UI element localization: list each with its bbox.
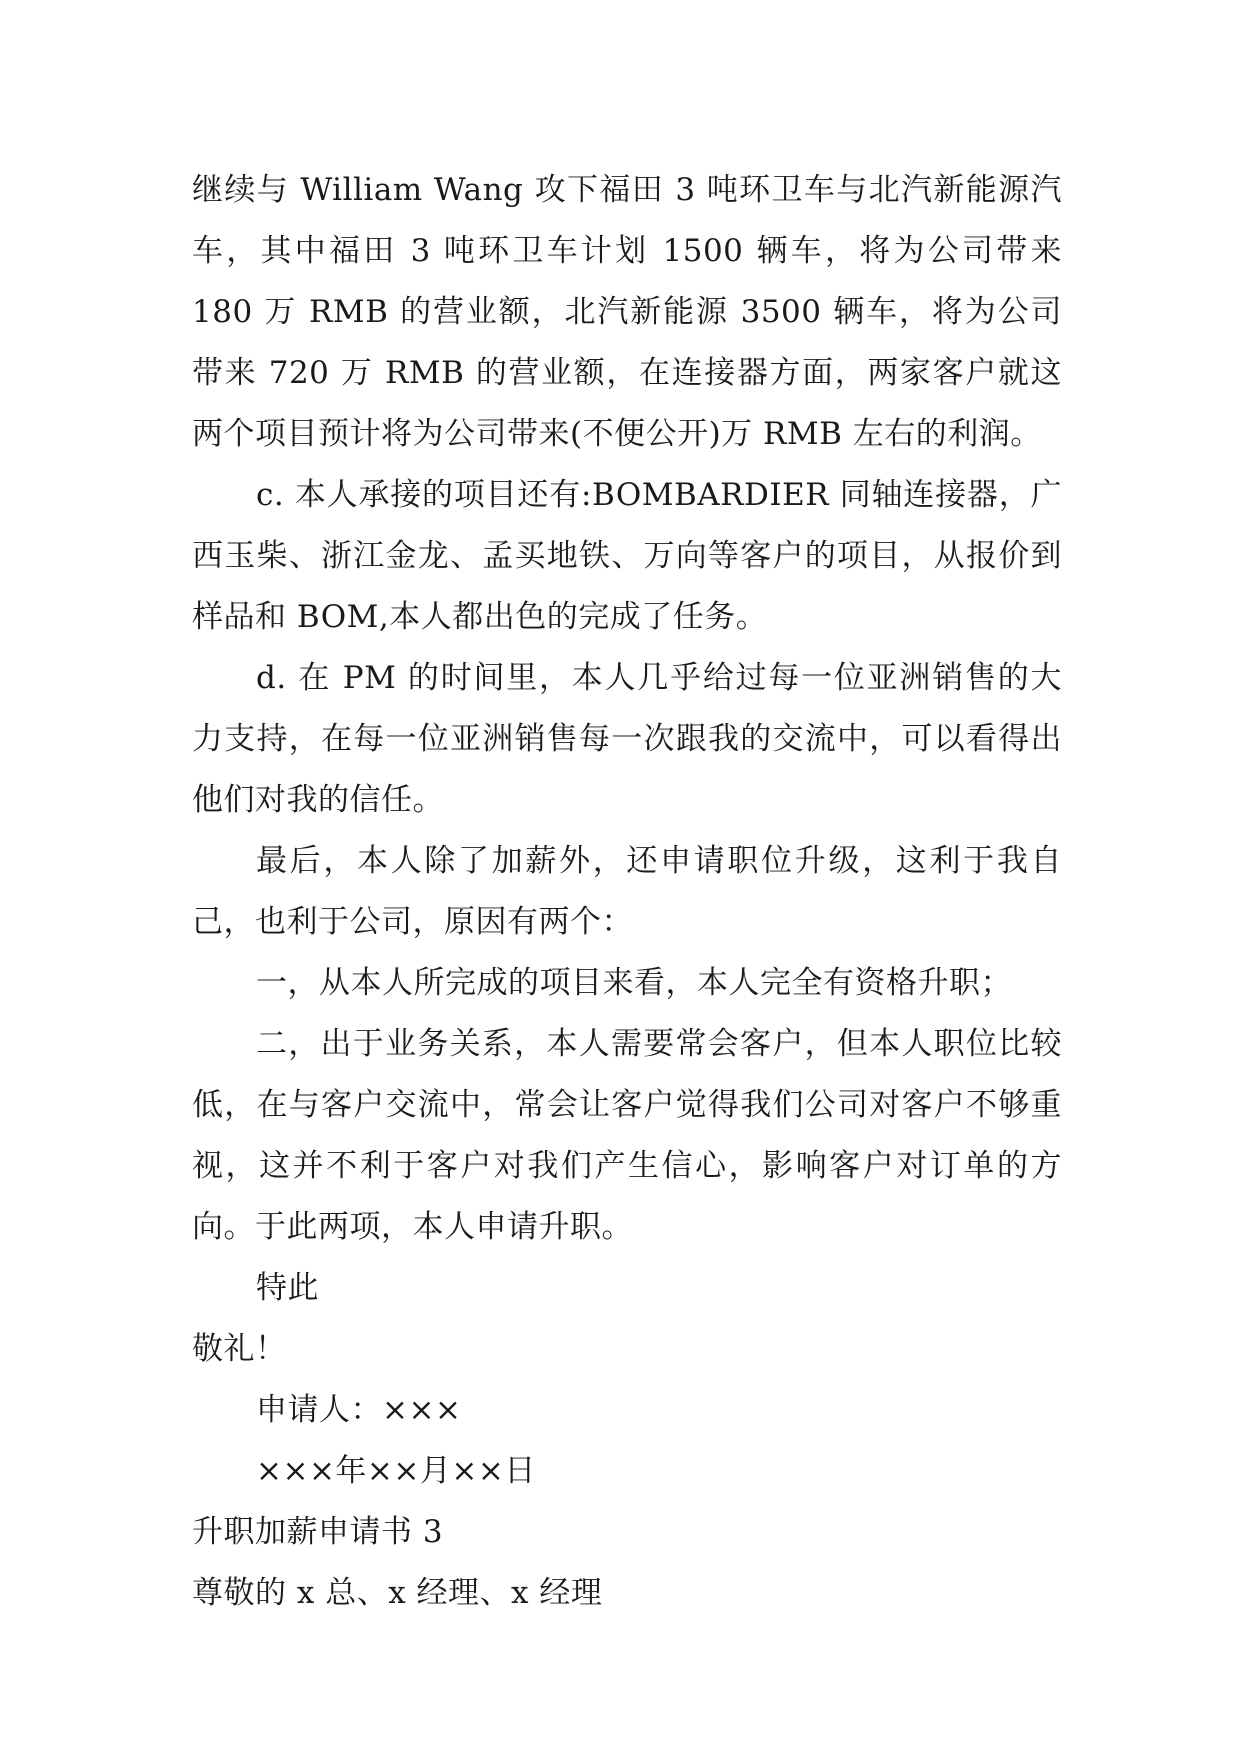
paragraph-reason-two: 二，出于业务关系，本人需要常会客户，但本人职位比较低，在与客户交流中，常会让客户觉得我们公司对客户不够重视，这并不利于客户对我们产生信心，影响客户对订单的方向。于此两项，本人申请升职。 [192, 1026, 1062, 1245]
closing-tebi: 特此 [256, 1270, 319, 1306]
paragraph-item-c: c. 本人承接的项目还有:BOMBARDIER 同轴连接器，广西玉柴、浙江金龙、孟买地铁、万向等客户的项目，从报价到样品和 BOM,本人都出色的完成了任务。 [192, 477, 1062, 635]
closing-salute: 敬礼！ [192, 1331, 287, 1367]
section-title: 升职加薪申请书 3 [192, 1514, 444, 1550]
paragraph-promotion-request: 最后，本人除了加薪外，还申请职位升级，这利于我自己，也利于公司，原因有两个： [192, 843, 1062, 940]
paragraph-item-d: d. 在 PM 的时间里，本人几乎给过每一位亚洲销售的大力支持，在每一位亚洲销售每一次跟我的交流中，可以看得出他们对我的信任。 [192, 660, 1062, 818]
date-line: ×××年××月××日 [256, 1453, 536, 1489]
document-body [192, 160, 1062, 1624]
salutation-line: 尊敬的 x 总、x 经理、x 经理 [192, 1575, 603, 1611]
applicant-line: 申请人：××× [256, 1392, 462, 1428]
paragraph-project-revenue: 继续与 William Wang 攻下福田 3 吨环卫车与北汽新能源汽车，其中福田 3 吨环卫车计划 1500 辆车，将为公司带来 180 万 RMB 的营业额，北汽新能源 3500 辆车，将为公司带来 720 万 RMB 的营业额，在连接器方面，两家客户就这两个项目预计将为公司带来(不便公开)万 RMB 左右的利润。 [192, 172, 1062, 452]
paragraph-reason-one: 一，从本人所完成的项目来看，本人完全有资格升职； [256, 965, 1012, 1001]
